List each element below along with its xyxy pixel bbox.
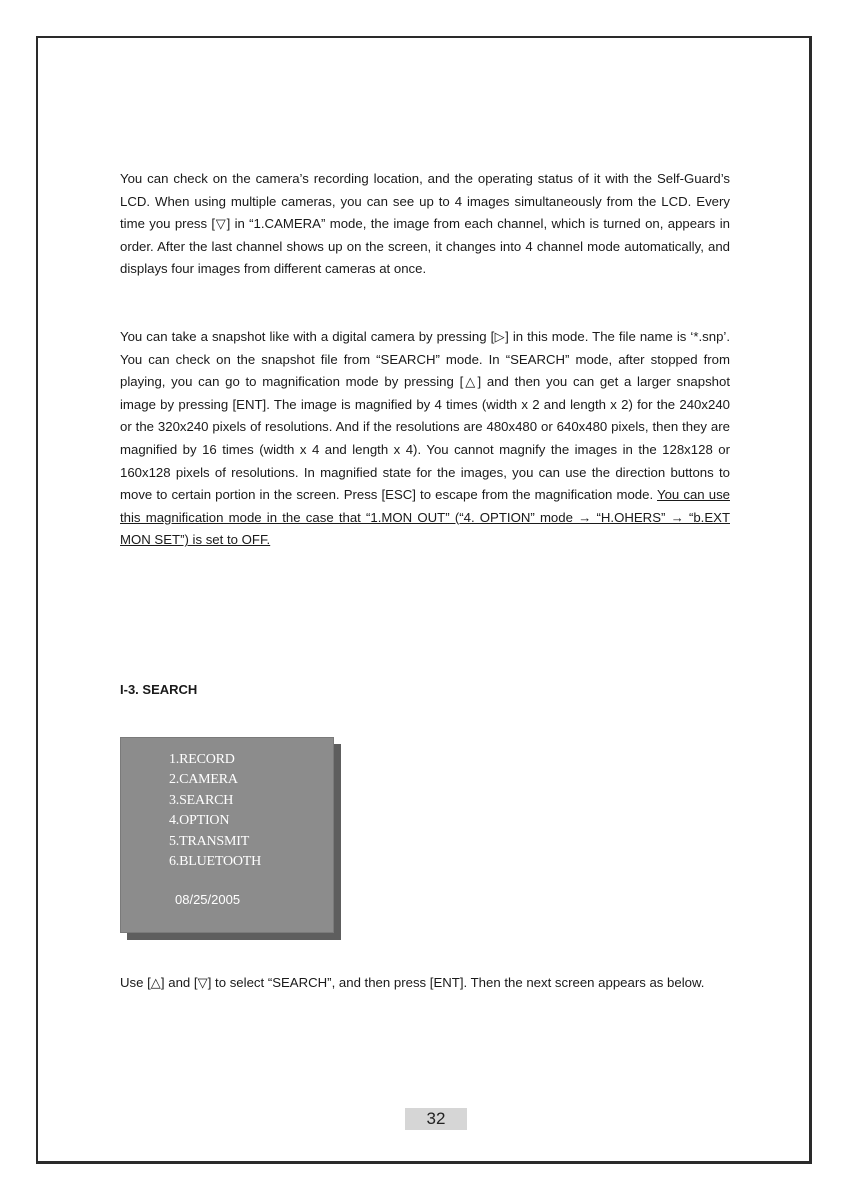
menu-item-camera: 2.CAMERA xyxy=(169,772,238,788)
section-heading: I-3. SEARCH xyxy=(120,682,198,697)
paragraph-snapshot-text: You can take a snapshot like with a digital camera by pressing [▷] in this mode. The file name is ‘*.snp’. You can check on the snapshot file from “SEARCH” mode. In “SEARCH” mode, after stopped from playing, you can go to magnification mode by pressing [△] and then you can get a larger snapshot image by pressing [ENT]. The image is magnified by 4 times (width x 2 and length x 2) for the 240x240 or the 320x240 pixels of resolutions. And if the resolutions are 480x480 or 640x480 pixels, then they are magnified by 16 times (width x 4 and length x 4). You cannot magnify the images in the 128x128 or 160x128 pixels of resolutions. In magnified state for the images, you can use the direction buttons to move to certain portion in the screen. Press [ESC] to escape from the magnification mode. xyxy=(120,329,730,503)
paragraph-camera-lcd: You can check on the camera’s recording location, and the operating status of it with the Self-Guard’s LCD. When using multiple cameras, you can see up to 4 images simultaneously from the LCD. Every time you press [▽] in “1.CAMERA” mode, the image from each channel, which is turned on, appears in order. After the last channel shows up on the screen, it changes into 4 channel mode automatically, and displays four images from different cameras at once. xyxy=(120,171,730,277)
paragraph-select-search: Use [△] and [▽] to select “SEARCH”, and then press [ENT]. Then the next screen appears as below. xyxy=(120,975,705,990)
menu-item-bluetooth: 6.BLUETOOTH xyxy=(169,854,262,870)
paragraph-snapshot-magnification xyxy=(120,326,730,552)
menu-item-record: 1.RECORD xyxy=(169,752,235,767)
page-number: 32 xyxy=(405,1108,467,1130)
menu-item-search: 3.SEARCH xyxy=(169,792,234,808)
menu-date: 08/25/2005 xyxy=(175,892,241,908)
underlined-note: You can use this magnification mode in the case that “1.MON OUT” (“4. OPTION” mode → “H.OHERS” → “b.EXT MON SET”) is set to OFF. xyxy=(120,487,730,548)
menu-item-option: 4.OPTION xyxy=(169,813,230,829)
menu-item-transmit: 5.TRANSMIT xyxy=(169,833,250,849)
menu-screen xyxy=(120,737,334,933)
